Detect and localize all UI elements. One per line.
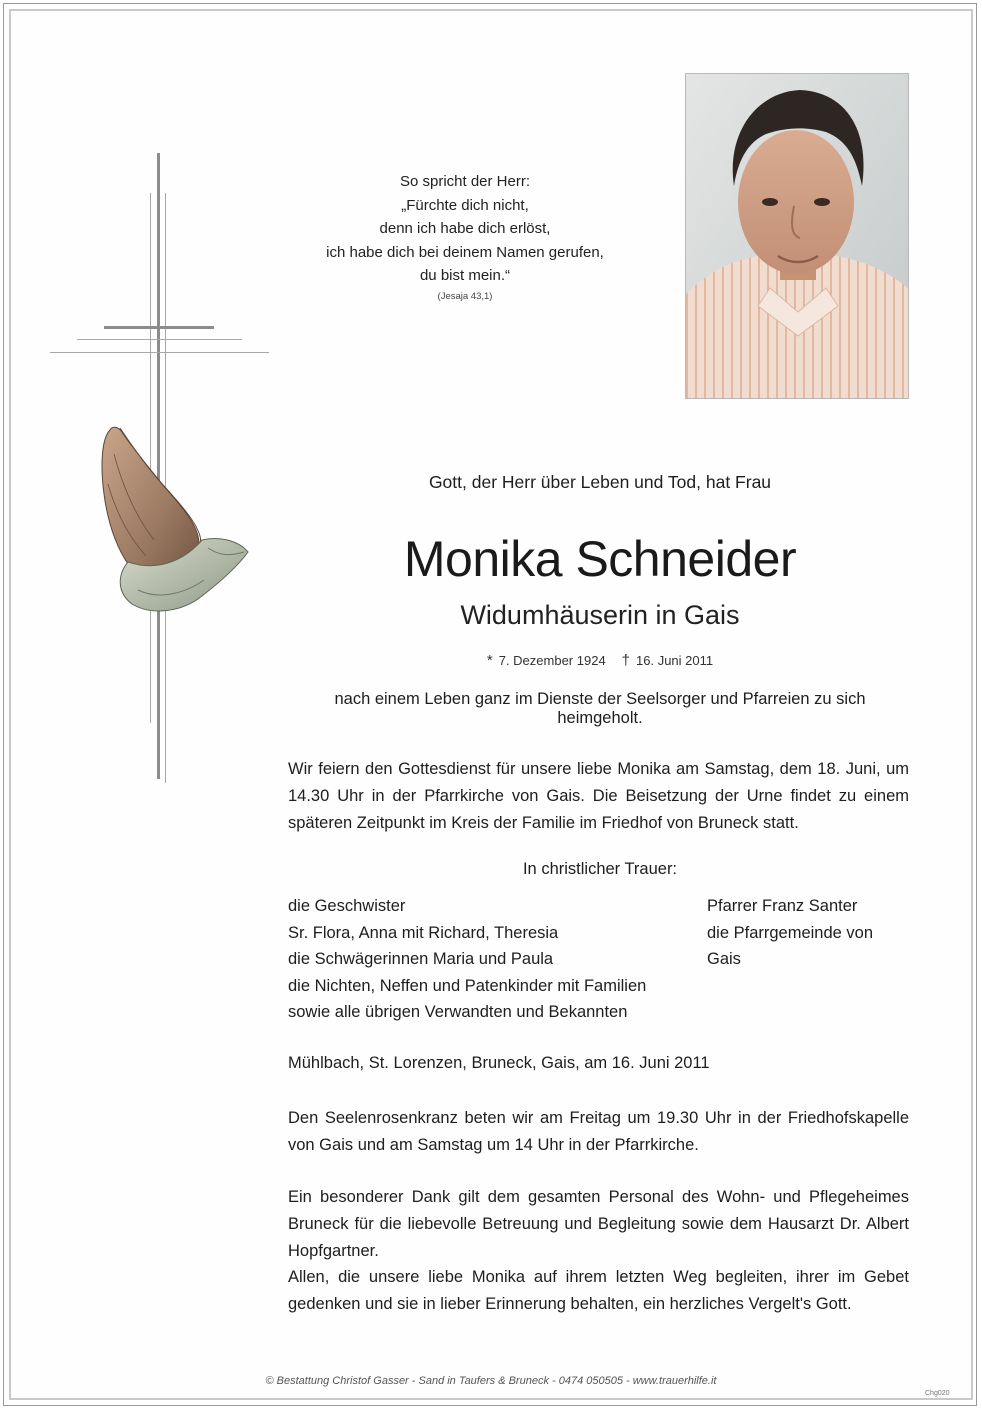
mourner-line: die Schwägerinnen Maria und Paula	[288, 950, 554, 968]
place-date: Mühlbach, St. Lorenzen, Bruneck, Gais, am 16. Juni 2011	[288, 1054, 710, 1072]
mourning-title: In christlicher Trauer:	[522, 860, 678, 878]
birth-date: 7. Dezember 1924	[498, 653, 606, 668]
praying-hands-icon	[98, 424, 250, 616]
verse-reference: (Jesaja 43,1)	[437, 290, 493, 302]
deceased-name: Monika Schneider	[403, 531, 797, 587]
service-paragraph: Wir feiern den Gottesdienst für unsere liebe Monika am Samstag, dem 18. Juni, um 14.30 Uhr in der Pfarrkirche von Gais. Die Beisetzung der Urne findet zu einem späteren Zeitpunkt im Kreis der Familie im Friedhof von Bruneck statt.	[288, 760, 909, 832]
mourners-family	[288, 893, 646, 1026]
template-code: Chg020	[925, 1390, 950, 1397]
intro-line: Gott, der Herr über Leben und Tod, hat Frau	[428, 472, 772, 492]
death-date: 16. Juni 2011	[636, 653, 714, 668]
mourner-line: Pfarrer Franz Santer	[707, 897, 858, 915]
mourner-line: sowie alle übrigen Verwandten und Bekannten	[288, 1003, 628, 1021]
closing-paragraph: Allen, die unsere liebe Monika auf ihrem letzten Weg begleiten, ihrer im Gebet gedenken und sie in lieber Erinnerung behalten, ein herzliches Vergelt's Gott.	[288, 1268, 909, 1313]
footer-credit: © Bestattung Christof Gasser - Sand in Taufers & Bruneck - 0474 050505 - www.trauerhilfe.it	[265, 1375, 717, 1387]
thanks-paragraph: Ein besonderer Dank gilt dem gesamten Personal des Wohn- und Pflegeheimes Bruneck für die liebevolle Betreuung und Begleitung sowie dem Hausarzt Dr. Albert Hopfgartner.	[288, 1188, 909, 1260]
verse-line: So spricht der Herr:	[399, 173, 531, 190]
mourner-line: Sr. Flora, Anna mit Richard, Theresia	[288, 923, 559, 942]
verse-line: „Fürchte dich nicht,	[401, 196, 529, 214]
deceased-subtitle: Widumhäuserin in Gais	[460, 600, 740, 630]
death-symbol: †	[621, 652, 631, 669]
verse-line: ich habe dich bei deinem Namen gerufen,	[326, 243, 604, 261]
mourners-parish	[700, 893, 909, 973]
life-dates	[290, 652, 910, 669]
verse-line: du bist mein.“	[419, 267, 511, 284]
called-home-line: nach einem Leben ganz im Dienste der Seelsorger und Pfarreien zu sich heimgeholt.	[334, 690, 866, 727]
mourner-line: die Pfarrgemeinde von Gais	[707, 923, 874, 968]
verse-line: denn ich habe dich erlöst,	[379, 220, 551, 237]
bible-verse	[300, 170, 630, 306]
mourner-line: die Geschwister	[288, 897, 406, 915]
birth-symbol: *	[486, 652, 493, 669]
mourner-line: die Nichten, Neffen und Patenkinder mit Familien	[288, 976, 647, 995]
portrait-photo	[685, 73, 909, 399]
rosary-paragraph: Den Seelenrosenkranz beten wir am Freitag um 19.30 Uhr in der Friedhofskapelle von Gais und am Samstag um 14 Uhr in der Pfarrkirche.	[288, 1109, 909, 1154]
